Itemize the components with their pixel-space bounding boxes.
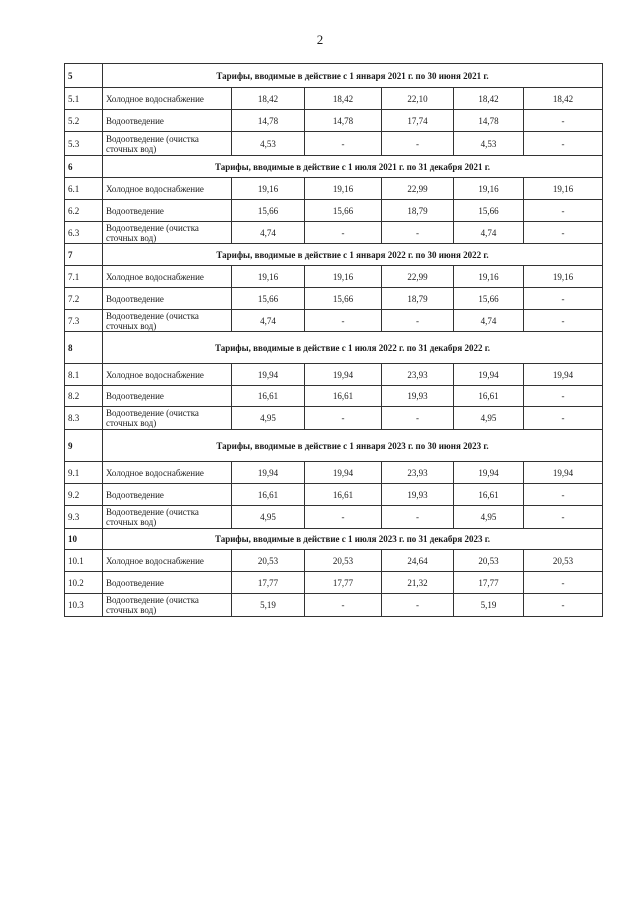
tariff-value: 19,16 [524, 266, 603, 288]
tariff-value: 23,93 [382, 364, 454, 386]
tariff-value: 20,53 [454, 550, 524, 572]
table-row [65, 266, 603, 288]
tariff-value: 4,74 [454, 222, 524, 244]
tariff-value: 4,74 [232, 222, 305, 244]
tariff-value: - [524, 594, 603, 617]
tariff-value: 20,53 [524, 550, 603, 572]
tariff-value: 15,66 [232, 288, 305, 310]
section-header-row [65, 332, 603, 364]
tariff-value: 16,61 [305, 386, 382, 407]
section-number: 7 [65, 244, 103, 266]
table-row [65, 88, 603, 110]
tariff-value: - [524, 288, 603, 310]
service-name: Водоотведение [103, 572, 232, 594]
table-row [65, 550, 603, 572]
tariff-value: 19,16 [305, 266, 382, 288]
service-name: Холодное водоснабжение [103, 178, 232, 200]
section-number: 9 [65, 430, 103, 462]
service-name: Водоотведение (очистка сточных вод) [103, 407, 232, 430]
tariff-value: 18,79 [382, 288, 454, 310]
tariff-value: 19,16 [454, 178, 524, 200]
table-row [65, 386, 603, 407]
tariff-value: 19,93 [382, 484, 454, 506]
tariff-value: - [382, 222, 454, 244]
table-row [65, 200, 603, 222]
service-name: Водоотведение [103, 288, 232, 310]
service-name: Водоотведение [103, 484, 232, 506]
section-title: Тарифы, вводимые в действие с 1 июля 2023 г. по 31 декабря 2023 г. [103, 529, 603, 550]
table-row [65, 288, 603, 310]
page-number: 2 [316, 32, 324, 47]
service-name: Водоотведение (очистка сточных вод) [103, 310, 232, 332]
tariff-value: 18,42 [524, 88, 603, 110]
tariff-value: - [382, 310, 454, 332]
service-name: Холодное водоснабжение [103, 364, 232, 386]
tariff-value: 19,93 [382, 386, 454, 407]
tariff-value: 15,66 [305, 288, 382, 310]
tariff-value: - [305, 222, 382, 244]
tariff-value: 17,77 [232, 572, 305, 594]
section-number: 8 [65, 332, 103, 364]
service-name: Водоотведение (очистка сточных вод) [103, 594, 232, 617]
tariff-value: 16,61 [454, 386, 524, 407]
tariff-value: - [382, 407, 454, 430]
tariff-value: 21,32 [382, 572, 454, 594]
row-number: 7.1 [65, 266, 103, 288]
tariff-value: 17,74 [382, 110, 454, 132]
section-number: 6 [65, 156, 103, 178]
tariff-value: 4,53 [454, 132, 524, 156]
table-row [65, 407, 603, 430]
tariff-value: 20,53 [232, 550, 305, 572]
table-row [65, 222, 603, 244]
tariff-value: 18,42 [232, 88, 305, 110]
tariff-value: 19,16 [232, 178, 305, 200]
tariff-value: 4,95 [232, 506, 305, 529]
tariff-value: 4,95 [232, 407, 305, 430]
tariff-value: 16,61 [305, 484, 382, 506]
tariff-value: - [524, 200, 603, 222]
tariff-value: 4,95 [454, 506, 524, 529]
tariff-value: 17,77 [454, 572, 524, 594]
tariff-value: 4,74 [232, 310, 305, 332]
table-row [65, 178, 603, 200]
tariff-value: - [382, 506, 454, 529]
row-number: 8.3 [65, 407, 103, 430]
tariff-value: 19,94 [524, 364, 603, 386]
tariff-value: 4,95 [454, 407, 524, 430]
tariff-value: 18,42 [305, 88, 382, 110]
service-name: Водоотведение (очистка сточных вод) [103, 506, 232, 529]
tariff-value: 19,16 [305, 178, 382, 200]
service-name: Холодное водоснабжение [103, 550, 232, 572]
row-number: 7.3 [65, 310, 103, 332]
row-number: 5.1 [65, 88, 103, 110]
tariff-value: 15,66 [232, 200, 305, 222]
section-number: 5 [65, 64, 103, 88]
row-number: 10.1 [65, 550, 103, 572]
row-number: 5.2 [65, 110, 103, 132]
tariff-value: 18,79 [382, 200, 454, 222]
tariff-value: 22,10 [382, 88, 454, 110]
section-title: Тарифы, вводимые в действие с 1 января 2022 г. по 30 июня 2022 г. [103, 244, 603, 266]
tariff-value: - [524, 132, 603, 156]
tariff-value: 15,66 [454, 200, 524, 222]
tariff-value: 19,94 [524, 462, 603, 484]
tariff-value: 15,66 [454, 288, 524, 310]
table-row [65, 506, 603, 529]
tariff-value: 19,16 [232, 266, 305, 288]
row-number: 10.3 [65, 594, 103, 617]
tariff-value: 19,94 [305, 364, 382, 386]
tariff-value: 14,78 [305, 110, 382, 132]
service-name: Водоотведение (очистка сточных вод) [103, 132, 232, 156]
row-number: 10.2 [65, 572, 103, 594]
service-name: Холодное водоснабжение [103, 462, 232, 484]
tariff-value: 18,42 [454, 88, 524, 110]
tariff-value: 20,53 [305, 550, 382, 572]
row-number: 9.2 [65, 484, 103, 506]
service-name: Холодное водоснабжение [103, 266, 232, 288]
tariff-value: 19,94 [232, 462, 305, 484]
tariff-table [64, 63, 603, 617]
table-row [65, 310, 603, 332]
tariff-value: 4,74 [454, 310, 524, 332]
section-header-row [65, 64, 603, 88]
row-number: 8.1 [65, 364, 103, 386]
tariff-table-body [65, 64, 603, 617]
tariff-value: - [524, 572, 603, 594]
section-header-row [65, 244, 603, 266]
table-row [65, 572, 603, 594]
tariff-value: 19,94 [232, 364, 305, 386]
tariff-value: - [305, 506, 382, 529]
row-number: 6.1 [65, 178, 103, 200]
tariff-value: 23,93 [382, 462, 454, 484]
tariff-value: 17,77 [305, 572, 382, 594]
row-number: 6.3 [65, 222, 103, 244]
tariff-value: 16,61 [232, 484, 305, 506]
tariff-value: 22,99 [382, 266, 454, 288]
tariff-value: - [524, 407, 603, 430]
tariff-value: 15,66 [305, 200, 382, 222]
tariff-value: 14,78 [454, 110, 524, 132]
tariff-value: - [382, 594, 454, 617]
table-row [65, 110, 603, 132]
row-number: 6.2 [65, 200, 103, 222]
section-number: 10 [65, 529, 103, 550]
tariff-value: 14,78 [232, 110, 305, 132]
section-title: Тарифы, вводимые в действие с 1 января 2021 г. по 30 июня 2021 г. [103, 64, 603, 88]
tariff-value: 16,61 [454, 484, 524, 506]
tariff-value: 24,64 [382, 550, 454, 572]
service-name: Холодное водоснабжение [103, 88, 232, 110]
tariff-value: - [524, 110, 603, 132]
service-name: Водоотведение [103, 386, 232, 407]
section-header-row [65, 156, 603, 178]
tariff-value: 5,19 [232, 594, 305, 617]
tariff-value: 5,19 [454, 594, 524, 617]
tariff-value: - [524, 310, 603, 332]
tariff-value: 19,16 [454, 266, 524, 288]
tariff-value: 4,53 [232, 132, 305, 156]
row-number: 5.3 [65, 132, 103, 156]
tariff-value: 19,16 [524, 178, 603, 200]
row-number: 9.1 [65, 462, 103, 484]
table-row [65, 462, 603, 484]
tariff-value: - [524, 506, 603, 529]
tariff-value: 22,99 [382, 178, 454, 200]
service-name: Водоотведение (очистка сточных вод) [103, 222, 232, 244]
tariff-value: 19,94 [305, 462, 382, 484]
tariff-value: - [305, 132, 382, 156]
table-row [65, 364, 603, 386]
tariff-value: - [305, 594, 382, 617]
table-row [65, 484, 603, 506]
section-title: Тарифы, вводимые в действие с 1 января 2023 г. по 30 июня 2023 г. [103, 430, 603, 462]
table-row [65, 594, 603, 617]
row-number: 7.2 [65, 288, 103, 310]
tariff-value: - [382, 132, 454, 156]
table-row [65, 132, 603, 156]
section-title: Тарифы, вводимые в действие с 1 июля 2021 г. по 31 декабря 2021 г. [103, 156, 603, 178]
service-name: Водоотведение [103, 200, 232, 222]
section-title: Тарифы, вводимые в действие с 1 июля 2022 г. по 31 декабря 2022 г. [103, 332, 603, 364]
tariff-value: - [305, 407, 382, 430]
section-header-row [65, 529, 603, 550]
tariff-value: 16,61 [232, 386, 305, 407]
tariff-value: - [524, 386, 603, 407]
tariff-value: 19,94 [454, 364, 524, 386]
tariff-value: - [305, 310, 382, 332]
row-number: 8.2 [65, 386, 103, 407]
tariff-value: 19,94 [454, 462, 524, 484]
service-name: Водоотведение [103, 110, 232, 132]
row-number: 9.3 [65, 506, 103, 529]
tariff-value: - [524, 222, 603, 244]
section-header-row [65, 430, 603, 462]
tariff-value: - [524, 484, 603, 506]
